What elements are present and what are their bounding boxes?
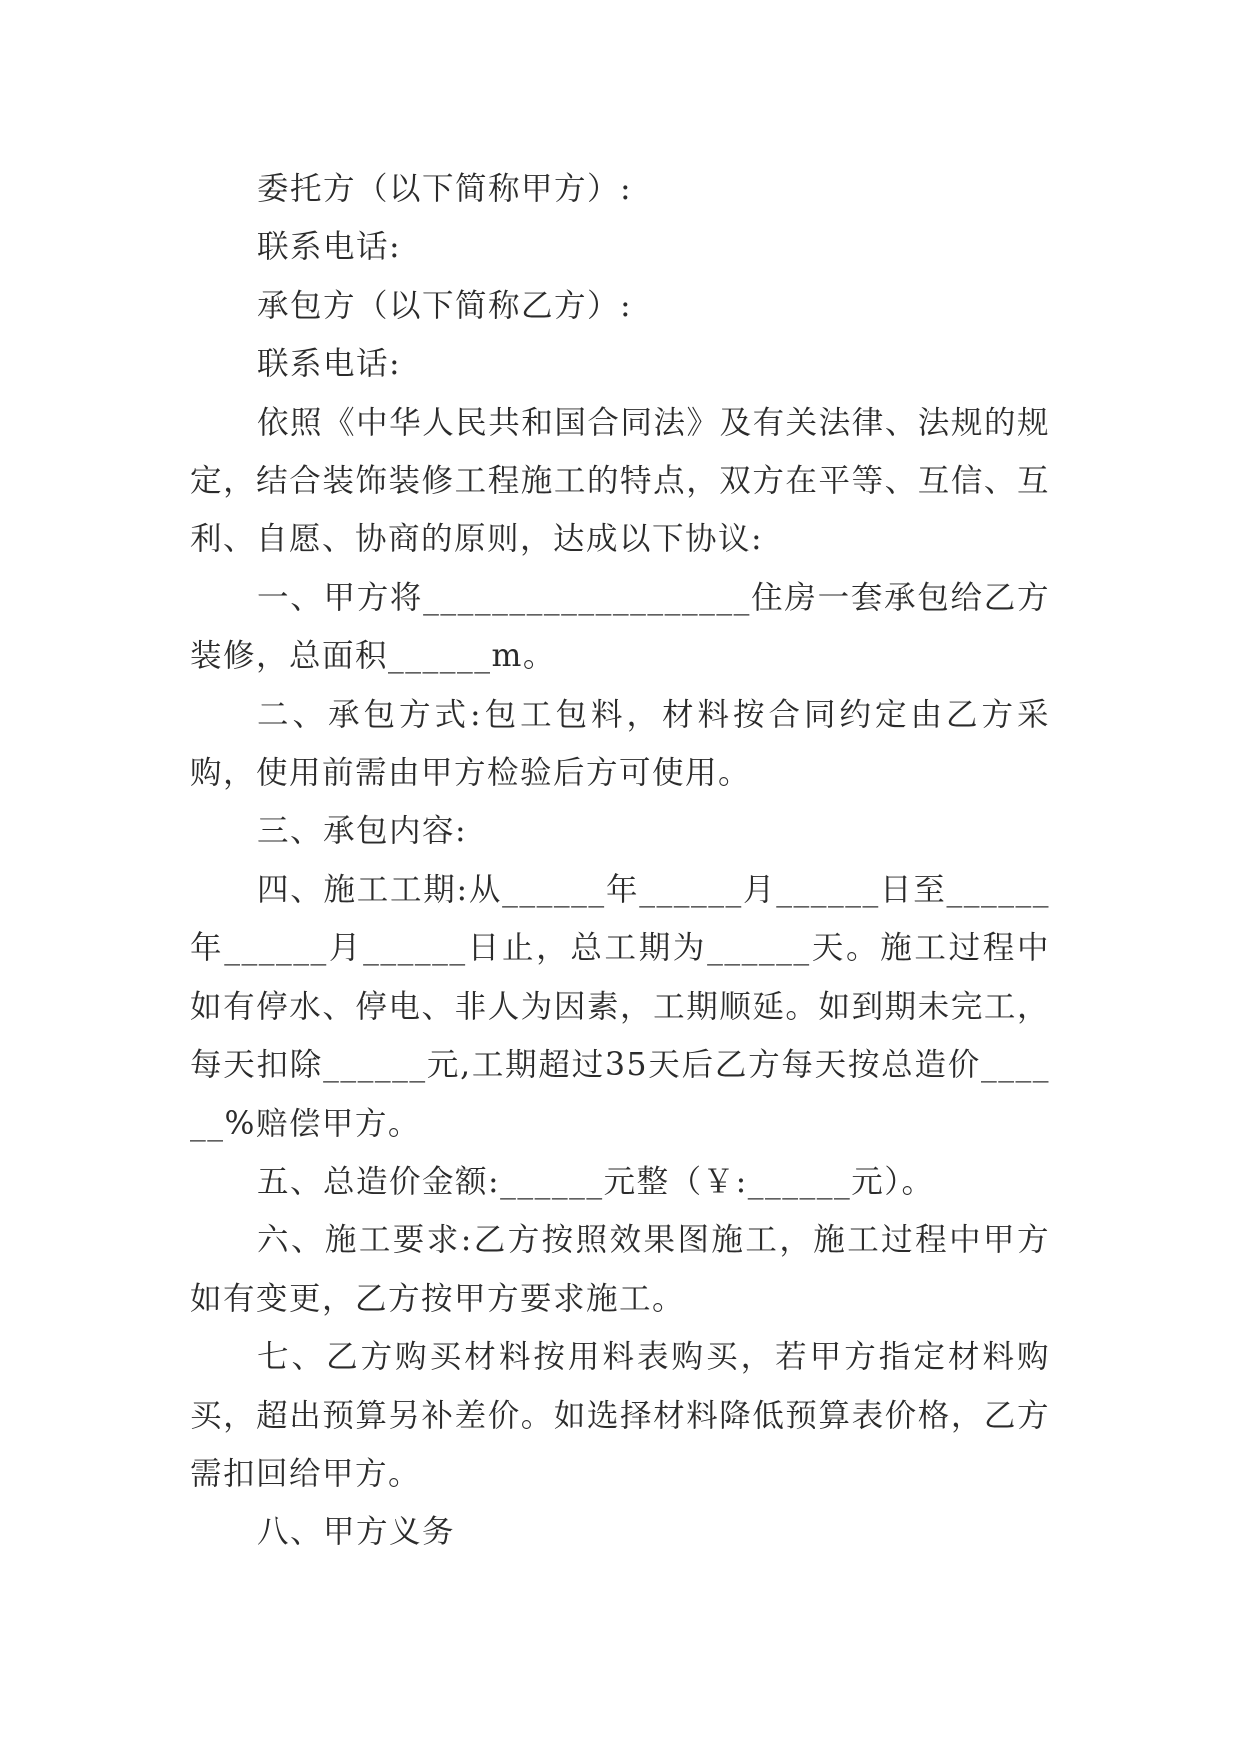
clause-8-heading: 八、甲方义务	[257, 1514, 456, 1551]
clause-7-paragraph: 七、乙方购买材料按用料表购买，若甲方指定材料购买，超出预算另补差价。如选择材料降低预算表价格，乙方需扣回给甲方。	[190, 1339, 1050, 1492]
party-b-phone-line: 联系电话:	[257, 346, 402, 383]
clause-2-paragraph: 二、承包方式:包工包料，材料按合同约定由乙方采购，使用前需由甲方检验后方可使用。	[190, 696, 1050, 792]
clause-5-paragraph: 五、总造价金额:______元整（￥:______元）。	[257, 1163, 935, 1200]
clause-4-paragraph: 四、施工工期:从______年______月______日至______年______月______日止，总工期为______天。施工过程中如有停水、停电、非人为因素，工期顺延。如到期未完工，每天扣除______元,工期超过35天后乙方每天按总造价______%赔偿甲方。	[190, 871, 1050, 1142]
party-a-phone-line: 联系电话:	[257, 229, 402, 266]
party-b-line: 承包方（以下简称乙方）:	[257, 287, 633, 324]
party-a-line: 委托方（以下简称甲方）:	[257, 171, 633, 207]
document-page	[190, 160, 1050, 1562]
clause-3-paragraph: 三、承包内容:	[257, 813, 468, 850]
clause-1-paragraph: 一、甲方将___________________住房一套承包给乙方装修，总面积______m。	[190, 579, 1050, 675]
clause-6-paragraph: 六、施工要求:乙方按照效果图施工，施工过程中甲方如有变更，乙方按甲方要求施工。	[190, 1222, 1050, 1317]
preamble-paragraph: 依照《中华人民共和国合同法》及有关法律、法规的规定，结合装饰装修工程施工的特点，双方在平等、互信、互利、自愿、协商的原则，达成以下协议:	[190, 404, 1050, 558]
